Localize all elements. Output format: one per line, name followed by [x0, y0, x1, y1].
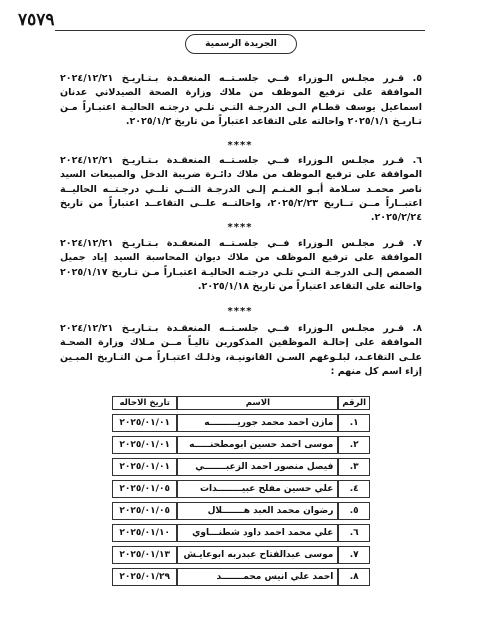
- row-date: ٢٠٢٥/٠١/٢٩: [112, 568, 177, 586]
- decision-8: [60, 322, 422, 379]
- row-number: ٧.: [338, 546, 370, 564]
- row-date: ٢٠٢٥/٠١/٠١: [112, 436, 177, 454]
- row-number: ٦.: [338, 524, 370, 542]
- decision-number: ٨.: [412, 323, 422, 334]
- row-number: ٥.: [338, 502, 370, 520]
- table-row: [112, 458, 370, 476]
- retirees-table: [112, 392, 370, 590]
- header-name: الاسم: [177, 396, 338, 410]
- header-rule: [55, 30, 425, 31]
- decision-text: قـرر مجلـس الـوزراء فــي جلسـتــه المنعقـدة بـتـاريـخ ٢٠٢٤/١٢/٢١ الموافقة على ترفيع الموظف من ملاك وزارة الصحة الصيدلاني عدنان اسماعيل يوسف قطـام الـى الدرجـة التـي تلـي درجتـه الحاليـة اعتبـاراً مـن تـاريـخ ٢٠٢٥/١/١ واحالته على التقاعد اعتباراً من تاريخ ٢٠٢٥/١/٢.: [60, 73, 422, 127]
- table-row: [112, 524, 370, 542]
- decision-text: قـرر مجلـس الـوزراء فــي جلسـتــه المنعقـدة بـتـاريـخ ٢٠٢٤/١٢/٢١ الموافقة على ترفيع الموظف من ملاك ديوان المحاسبة السيد إياد جميل الصمص إلـى الدرجـة التـي تلـي درجتـه الحاليـة اعتبـاراً مـن تـاريخ ٢٠٢٥/١/١٧ واحالته على التقاعد اعتباراً من تاريخ ٢٠٢٥/١/١٨.: [60, 238, 422, 292]
- decision-7: [60, 237, 422, 294]
- table-row: [112, 480, 370, 498]
- row-name: رضوان محمد العبد هـــــــلال: [177, 502, 338, 520]
- decision-number: ٥.: [412, 73, 422, 84]
- row-name: مازن احمد محمد جوريـــــــــه: [177, 414, 338, 432]
- row-name: احمد علي انيس محمـــــــد: [177, 568, 338, 586]
- decision-6: [60, 154, 422, 225]
- row-date: ٢٠٢٥/٠١/٠٥: [112, 502, 177, 520]
- row-name: موسى عبدالفتاح عبدربه ابوعايـش: [177, 546, 338, 564]
- row-date: ٢٠٢٥/٠١/٠١: [112, 458, 177, 476]
- row-number: ٣.: [338, 458, 370, 476]
- page-number: ٧٥٧٩: [18, 10, 55, 30]
- row-number: ١.: [338, 414, 370, 432]
- row-name: فيصل منصور احمد الزعبـــــــي: [177, 458, 338, 476]
- publication-title: الجريدة الرسمية: [185, 34, 297, 54]
- row-date: ٢٠٢٥/٠١/٠١: [112, 414, 177, 432]
- table-header-row: [112, 396, 370, 410]
- table-row: [112, 568, 370, 586]
- separator-stars: ****: [227, 140, 253, 151]
- row-number: ٤.: [338, 480, 370, 498]
- row-name: علي محمد احمد داود شطنـــاوي: [177, 524, 338, 542]
- separator-stars: ****: [227, 306, 253, 317]
- decision-text: قـرر مجلـس الـوزراء فــي جلسـتــه المنعقـدة بـتـاريـخ ٢٠٢٤/١٢/٢١ الموافقة على ترفيع الموظف من ملاك دائـرة ضريبة الدخل والمبيعات السيد ناصر محمـد سـلامة أبـو الغـنـم إلـى الدرجـة التــي تلــي درجـتــه الحاليــة اعتبــاراً مــن تــاريخ ٢٠٢٥/٢/٢٣، واحالتــه علــى التقاعــد اعتباراً من تاريخ ٢٠٢٥/٢/٢٤.: [60, 155, 422, 224]
- decision-5: [60, 72, 422, 129]
- separator-stars: ****: [227, 222, 253, 233]
- row-name: علي حسين مفلح عبيــــــــدات: [177, 480, 338, 498]
- table-row: [112, 436, 370, 454]
- row-date: ٢٠٢٥/٠١/١٠: [112, 524, 177, 542]
- row-name: موسى احمد حسين ابومطحنـــــه: [177, 436, 338, 454]
- row-date: ٢٠٢٥/٠١/٠٥: [112, 480, 177, 498]
- row-date: ٢٠٢٥/٠١/١٣: [112, 546, 177, 564]
- table-row: [112, 546, 370, 564]
- header-date: تاريخ الاحاله: [112, 396, 177, 410]
- table-row: [112, 414, 370, 432]
- decision-number: ٦.: [412, 155, 422, 166]
- header-number: الرقم: [338, 396, 370, 410]
- row-number: ٨.: [338, 568, 370, 586]
- decision-text: قـرر مجلـس الـوزراء فــي جلسـتــه المنعقـدة بـتـاريـخ ٢٠٢٤/١٢/٢١ الموافقة على إحالـة الموظفين المذكورين تاليـاً مــن مـلاك وزارة الصحـة علـى التقاعـد، لبلـوغهم السـن القانونيـة، وذلـك اعتبـاراً مـن التـاريخ المبـين إزاء اسم كل منهم :: [60, 323, 422, 377]
- decision-number: ٧.: [412, 238, 422, 249]
- row-number: ٢.: [338, 436, 370, 454]
- table-row: [112, 502, 370, 520]
